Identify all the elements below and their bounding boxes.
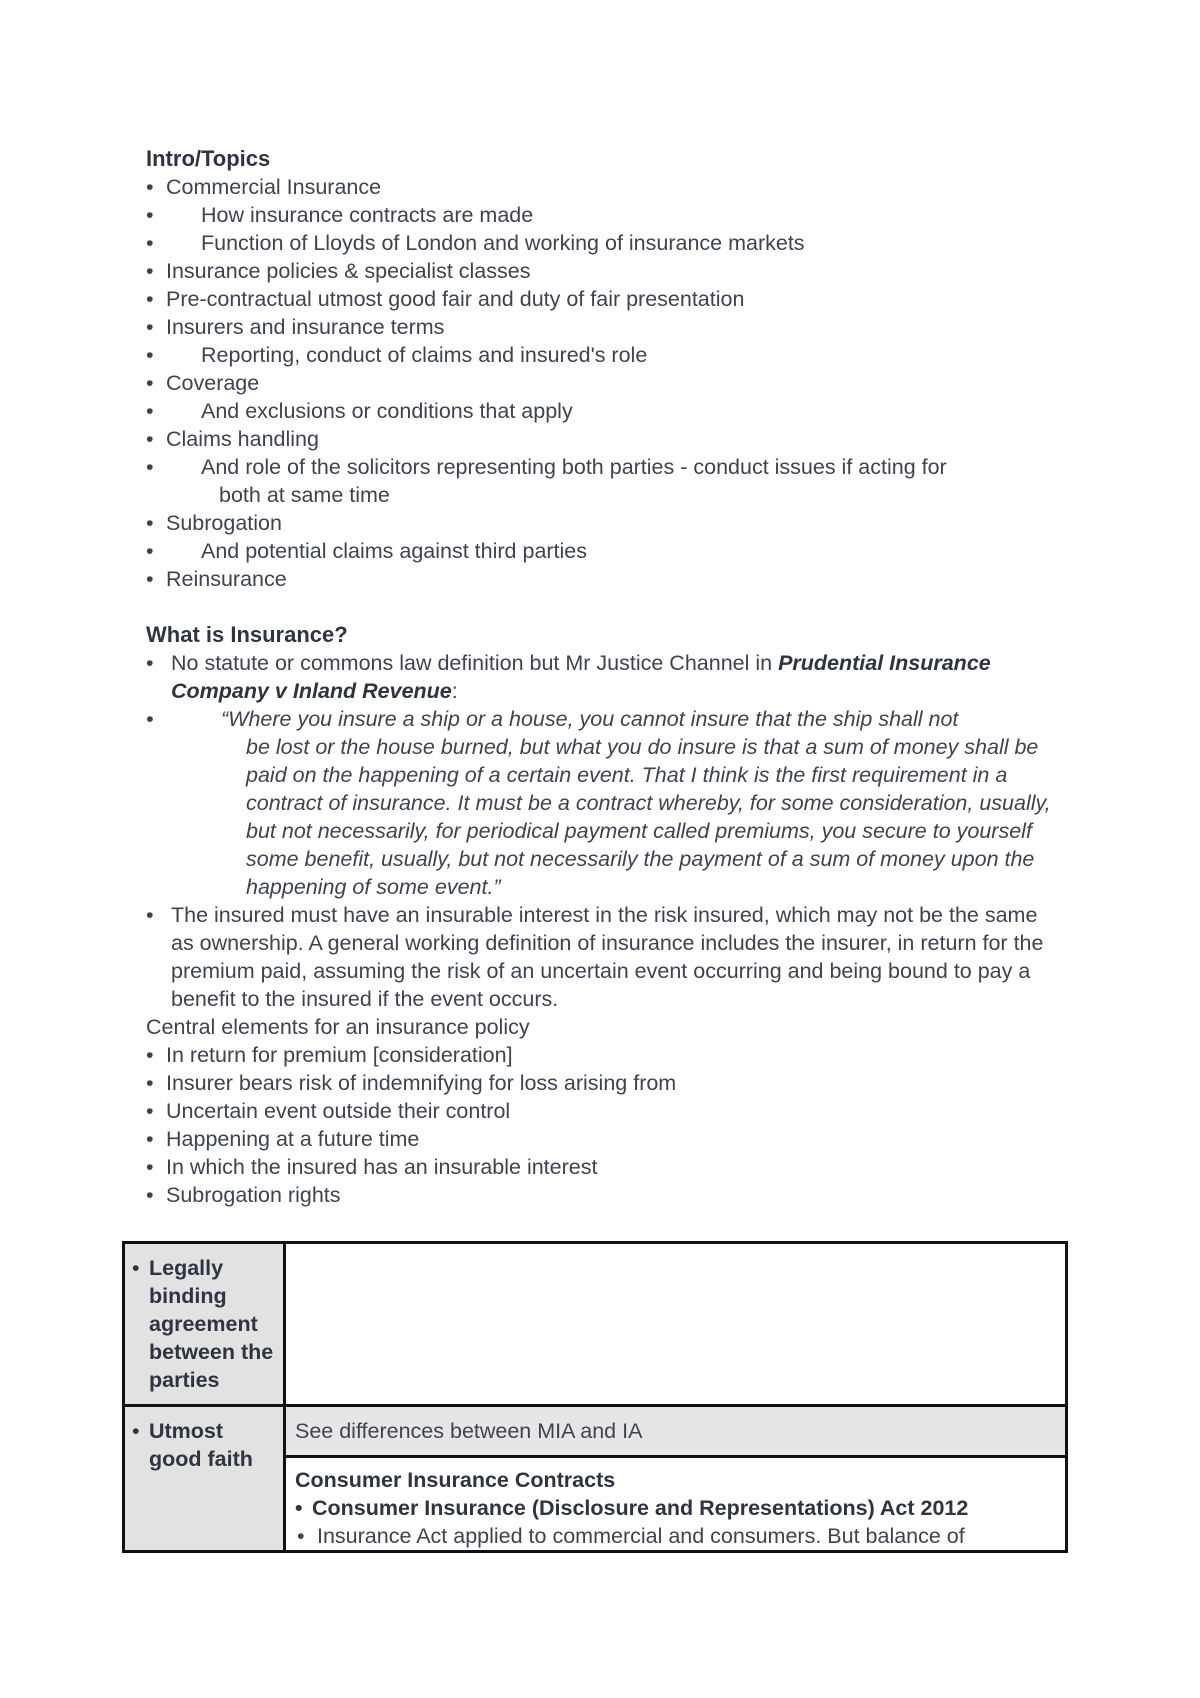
intro-topics-list [146,173,1066,593]
list-item: • Commercial Insurance [146,173,1066,201]
list-item: • In which the insured has an insurable interest [146,1153,1066,1181]
list-item: • Function of Lloyds of London and working of insurance markets [146,229,1066,257]
consumer-section [286,1458,1065,1550]
elements-table [122,1241,1068,1553]
row-label: • Utmost good faith [125,1407,283,1483]
list-item: • Happening at a future time [146,1125,1066,1153]
list-item: • Subrogation [146,509,1066,537]
list-item: • In return for premium [consideration] [146,1041,1066,1069]
list-item: • Claims handling [146,425,1066,453]
central-elements-heading: Central elements for an insurance policy [146,1015,530,1039]
document-body [146,145,1066,1209]
list-item [146,453,1066,509]
list-item: • The insured must have an insurable interest in the risk insured, which may not be the same as ownership. A general working definition of insurance includes the insurer, in return for the premium paid, assuming the risk of an uncertain event occurring and being bound to pay a benefit to the insured if the event occurs. [146,901,1066,1013]
table-label-cell [124,1406,285,1552]
quote-item [146,705,1066,901]
mia-note: See differences between MIA and IA [286,1407,1065,1458]
list-item: • Reporting, conduct of claims and insured's role [146,341,1066,369]
table-label-cell [124,1243,285,1406]
intro-heading: Intro/Topics [146,146,271,171]
table-row [124,1243,1067,1406]
list-item: • Uncertain event outside their control [146,1097,1066,1125]
list-item: • And potential claims against third parties [146,537,1066,565]
table-content-cell [285,1243,1067,1406]
list-item-continuation: both at same time [219,483,390,507]
list-item: • Insurer bears risk of indemnifying for loss arising from [146,1069,1066,1097]
list-item: • Insurers and insurance terms [146,313,1066,341]
table-row [124,1406,1067,1552]
list-item: • Pre-contractual utmost good fair and duty of fair presentation [146,285,1066,313]
table-content-cell [285,1406,1067,1552]
case-name: Prudential Insurance Company v Inland Revenue [171,651,991,703]
central-elements-list [146,1041,1066,1209]
row-label: • Legally binding agreement between the parties [125,1244,283,1404]
consumer-title: Consumer Insurance Contracts [295,1468,616,1492]
list-item [146,649,1066,705]
list-item: • Reinsurance [146,565,1066,593]
definition-colon: : [451,679,458,703]
quote-continuation: be lost or the house burned, but what you do insure is that a sum of money shall be paid on the happening of a certain event. That I think is the first requirement in a contract of insurance. It must be a contract whereby, for some consideration, usually, but not necessarily, for periodical payment called premiums, you secure to yourself some benefit, usually, but not necessarily the payment of a sum of money upon the happening of some event.” [246,735,1051,899]
list-item-text: And role of the solicitors representing both parties - conduct issues if acting for [201,455,947,479]
list-item: • How insurance contracts are made [146,201,1066,229]
list-item: • Subrogation rights [146,1181,1066,1209]
consumer-line: • Insurance Act applied to commercial and consumers. But balance of [295,1522,1056,1550]
what-is-insurance-list [146,649,1066,1013]
list-item: • Insurance policies & specialist classes [146,257,1066,285]
definition-intro: No statute or commons law definition but Mr Justice Channel in [171,651,779,675]
consumer-act: • Consumer Insurance (Disclosure and Representations) Act 2012 [295,1494,1056,1522]
list-item: • Coverage [146,369,1066,397]
quote-first-line: “Where you insure a ship or a house, you cannot insure that the ship shall not [221,707,959,731]
list-item: • And exclusions or conditions that apply [146,397,1066,425]
what-is-insurance-heading: What is Insurance? [146,622,348,647]
